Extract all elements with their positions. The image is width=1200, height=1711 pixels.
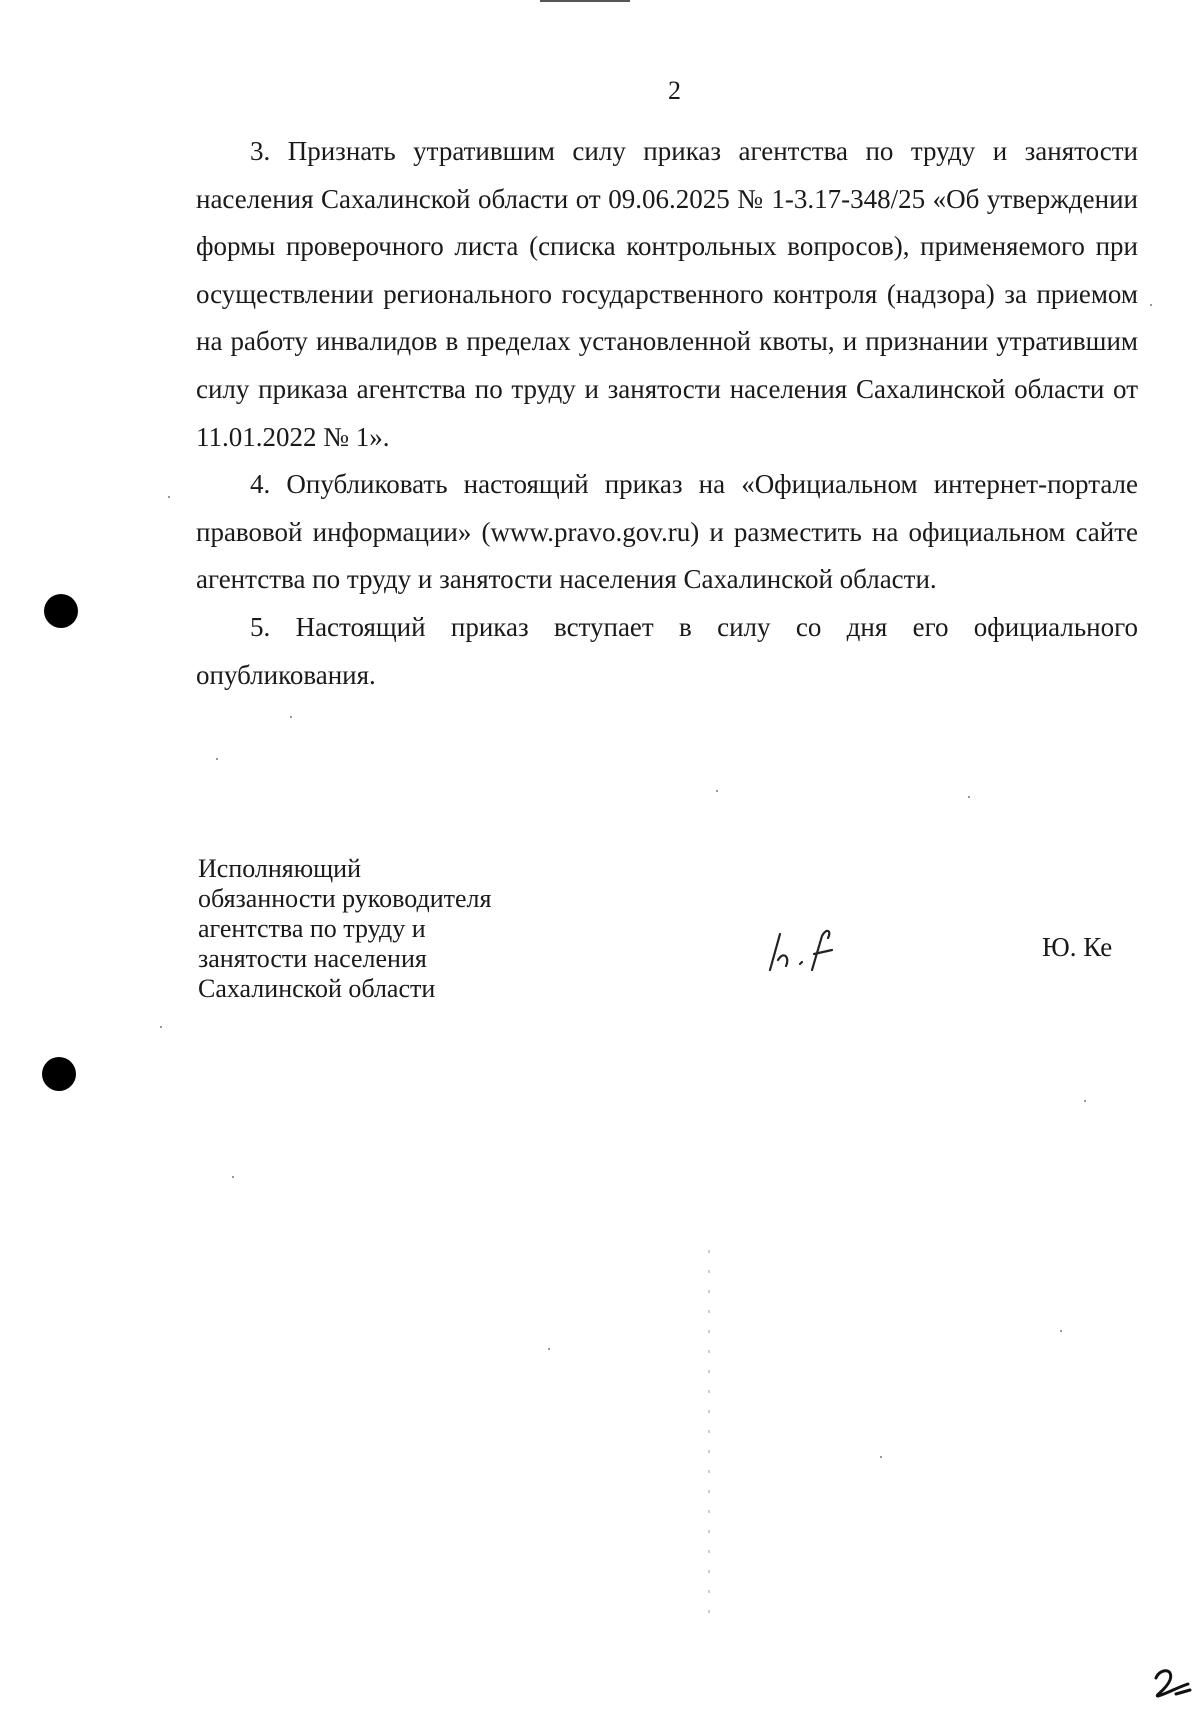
scan-speck bbox=[160, 1026, 162, 1028]
signer-name: Ю. Ке bbox=[1042, 932, 1113, 962]
paragraph-5: 5. Настоящий приказ вступает в силу со дня его официального опубликования. bbox=[196, 611, 1138, 690]
scan-speck bbox=[290, 716, 292, 718]
paragraph-3: 3. Признать утратившим силу приказ агентства по труду и занятости населения Сахалинской области от 09.06.2025 № 1-3.17-348/25 «Об утверждении формы проверочного листа (списка контрольных вопросов), применяемого при осуществлении регионального государственного контроля (надзора) за приемом на работу инвалидов в пределах установленной квоты, и признании утратившим силу приказа агентства по труду и занятости населения Сахалинской области от 11.01.2022 № 1». bbox=[196, 136, 1138, 452]
paragraph-4: 4. Опубликовать настоящий приказ на «Официальном интернет-портале правовой информации» (www.pravo.gov.ru) и разместить на официальном сайте агентства по труду и занятости населения Сахалинской области. bbox=[196, 469, 1138, 595]
scan-speck bbox=[1084, 1100, 1086, 1102]
scan-speck bbox=[716, 790, 718, 792]
scan-speck bbox=[548, 1348, 550, 1350]
top-edge-mark bbox=[540, 0, 630, 2]
document-body bbox=[196, 128, 1138, 699]
punch-hole bbox=[42, 1057, 76, 1091]
signatory-position bbox=[198, 854, 491, 1004]
scan-fold-line bbox=[708, 1250, 710, 1630]
position-line: агентства по труду и bbox=[198, 914, 426, 943]
scan-speck bbox=[216, 758, 218, 760]
scan-speck bbox=[168, 496, 170, 498]
handwritten-page-mark bbox=[1146, 1662, 1196, 1702]
scan-speck bbox=[968, 796, 970, 798]
handwritten-signature bbox=[760, 920, 860, 980]
page-number: 2 bbox=[668, 76, 681, 105]
scan-speck bbox=[1150, 304, 1152, 306]
position-line: обязанности руководителя bbox=[198, 884, 492, 913]
position-line: Исполняющий bbox=[198, 854, 362, 883]
position-line: занятости населения bbox=[198, 944, 427, 973]
scan-speck bbox=[1060, 1330, 1062, 1332]
position-line: Сахалинской области bbox=[198, 974, 436, 1003]
scan-speck bbox=[880, 1456, 882, 1458]
scan-speck bbox=[232, 1176, 234, 1178]
punch-hole bbox=[44, 594, 78, 628]
